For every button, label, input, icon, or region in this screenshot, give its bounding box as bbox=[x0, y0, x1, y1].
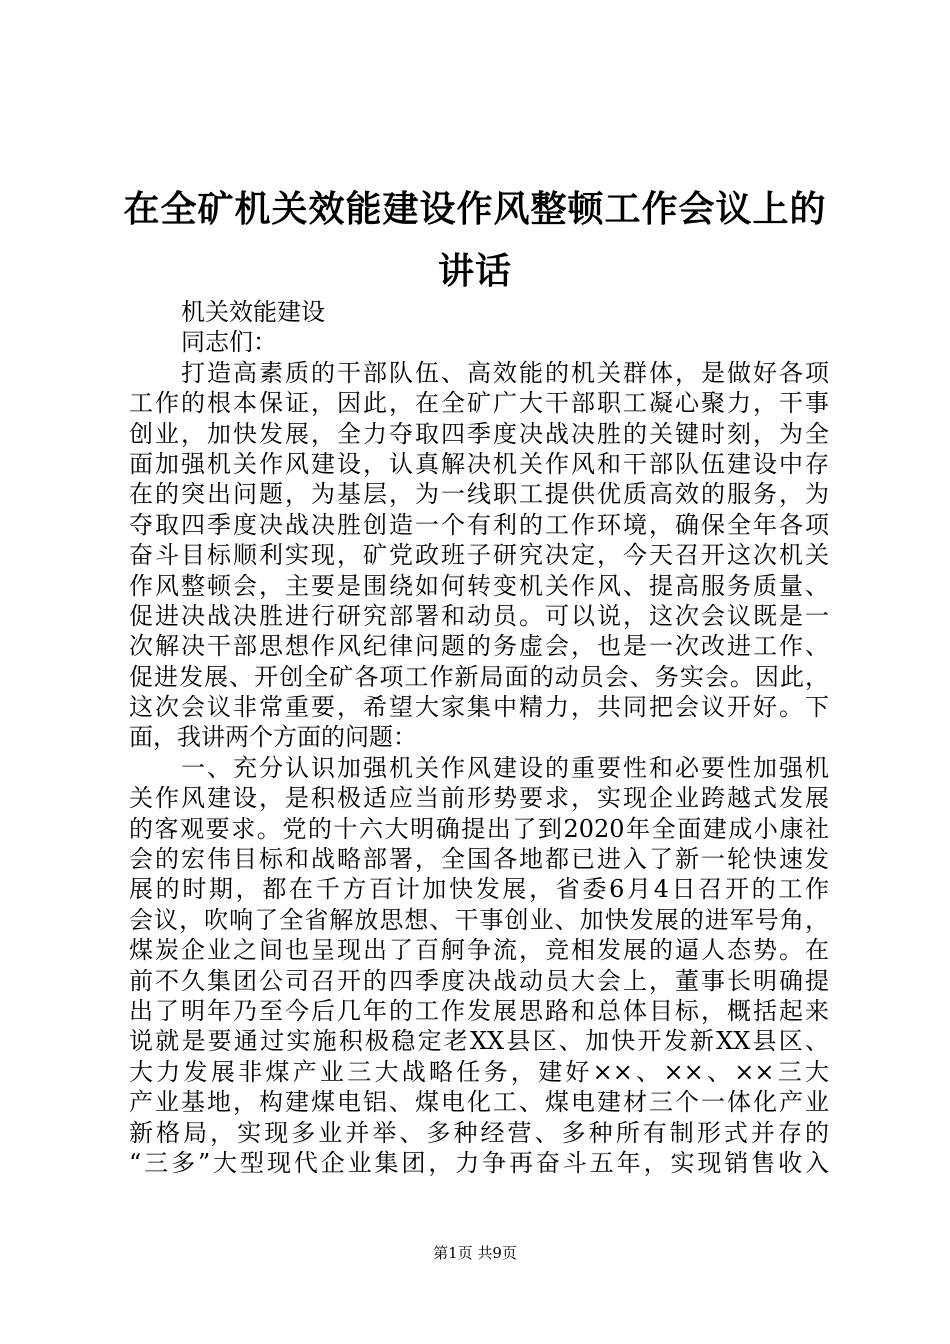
document-title: 在全矿机关效能建设作风整顿工作会议上的讲话 bbox=[123, 188, 827, 292]
body-line: 产业基地，构建煤电铝、煤电化工、煤电建材三个一体化产业 bbox=[129, 1088, 829, 1117]
body-line: 会的宏伟目标和战略部署，全国各地都已进入了新一轮快速发 bbox=[129, 845, 829, 874]
body-line: 展的时期，都在千方百计加快发展，省委6月4日召开的工作 bbox=[129, 875, 829, 904]
body-line: 新格局，实现多业并举、多种经营、多种所有制形式并存的 bbox=[129, 1118, 829, 1147]
body-line: 面加强机关作风建设，认真解决机关作风和干部队伍建设中存 bbox=[129, 449, 829, 478]
body-line: 一、充分认识加强机关作风建设的重要性和必要性加强机 bbox=[181, 753, 829, 782]
body-line: 出了明年乃至今后几年的工作发展思路和总体目标，概括起来 bbox=[129, 996, 829, 1025]
body-line: 打造高素质的干部队伍、高效能的机关群体，是做好各项 bbox=[181, 358, 829, 387]
body-line: 促进决战决胜进行研究部署和动员。可以说，这次会议既是一 bbox=[129, 601, 829, 630]
body-line: 煤炭企业之间也呈现出了百舸争流，竞相发展的逼人态势。在 bbox=[129, 936, 829, 965]
body-line: 次解决干部思想作风纪律问题的务虚会，也是一次改进工作、 bbox=[129, 632, 829, 661]
body-line: 面，我讲两个方面的问题： bbox=[129, 723, 417, 752]
body-line: 创业，加快发展，全力夺取四季度决战决胜的关键时刻，为全 bbox=[129, 419, 829, 448]
body-line: 工作的根本保证，因此，在全矿广大干部职工凝心聚力，干事 bbox=[129, 389, 829, 418]
body-line: 关作风建设，是积极适应当前形势要求，实现企业跨越式发展 bbox=[129, 784, 829, 813]
body-line: 作风整顿会，主要是围绕如何转变机关作风、提高服务质量、 bbox=[129, 571, 829, 600]
body-line: “三多”大型现代企业集团，力争再奋斗五年，实现销售收入 bbox=[129, 1148, 829, 1177]
body-line: 在的突出问题，为基层，为一线职工提供优质高效的服务，为 bbox=[129, 480, 829, 509]
body-line: 夺取四季度决战决胜创造一个有利的工作环境，确保全年各项 bbox=[129, 510, 829, 539]
body-line: 这次会议非常重要，希望大家集中精力，共同把会议开好。下 bbox=[129, 693, 829, 722]
body-line: 说就是要通过实施积极稳定老XX县区、加快开发新XX县区、 bbox=[129, 1027, 829, 1056]
body-line: 促进发展、开创全矿各项工作新局面的动员会、务实会。因此， bbox=[129, 662, 829, 691]
body-line: 大力发展非煤产业三大战略任务，建好××、××、××三大 bbox=[129, 1057, 829, 1086]
body-line: 会议，吹响了全省解放思想、干事创业、加快发展的进军号角， bbox=[129, 905, 829, 934]
body-line: 同志们： bbox=[181, 328, 277, 357]
body-line: 机关效能建设 bbox=[181, 298, 325, 326]
page-footer: 第1页 共9页 bbox=[433, 1244, 517, 1262]
body-line: 前不久集团公司召开的四季度决战动员大会上，董事长明确提 bbox=[129, 966, 829, 995]
body-line: 奋斗目标顺利实现，矿党政班子研究决定，今天召开这次机关 bbox=[129, 541, 829, 570]
document-body bbox=[129, 297, 829, 1178]
body-line: 的客观要求。党的十六大明确提出了到2020年全面建成小康社 bbox=[129, 814, 829, 843]
